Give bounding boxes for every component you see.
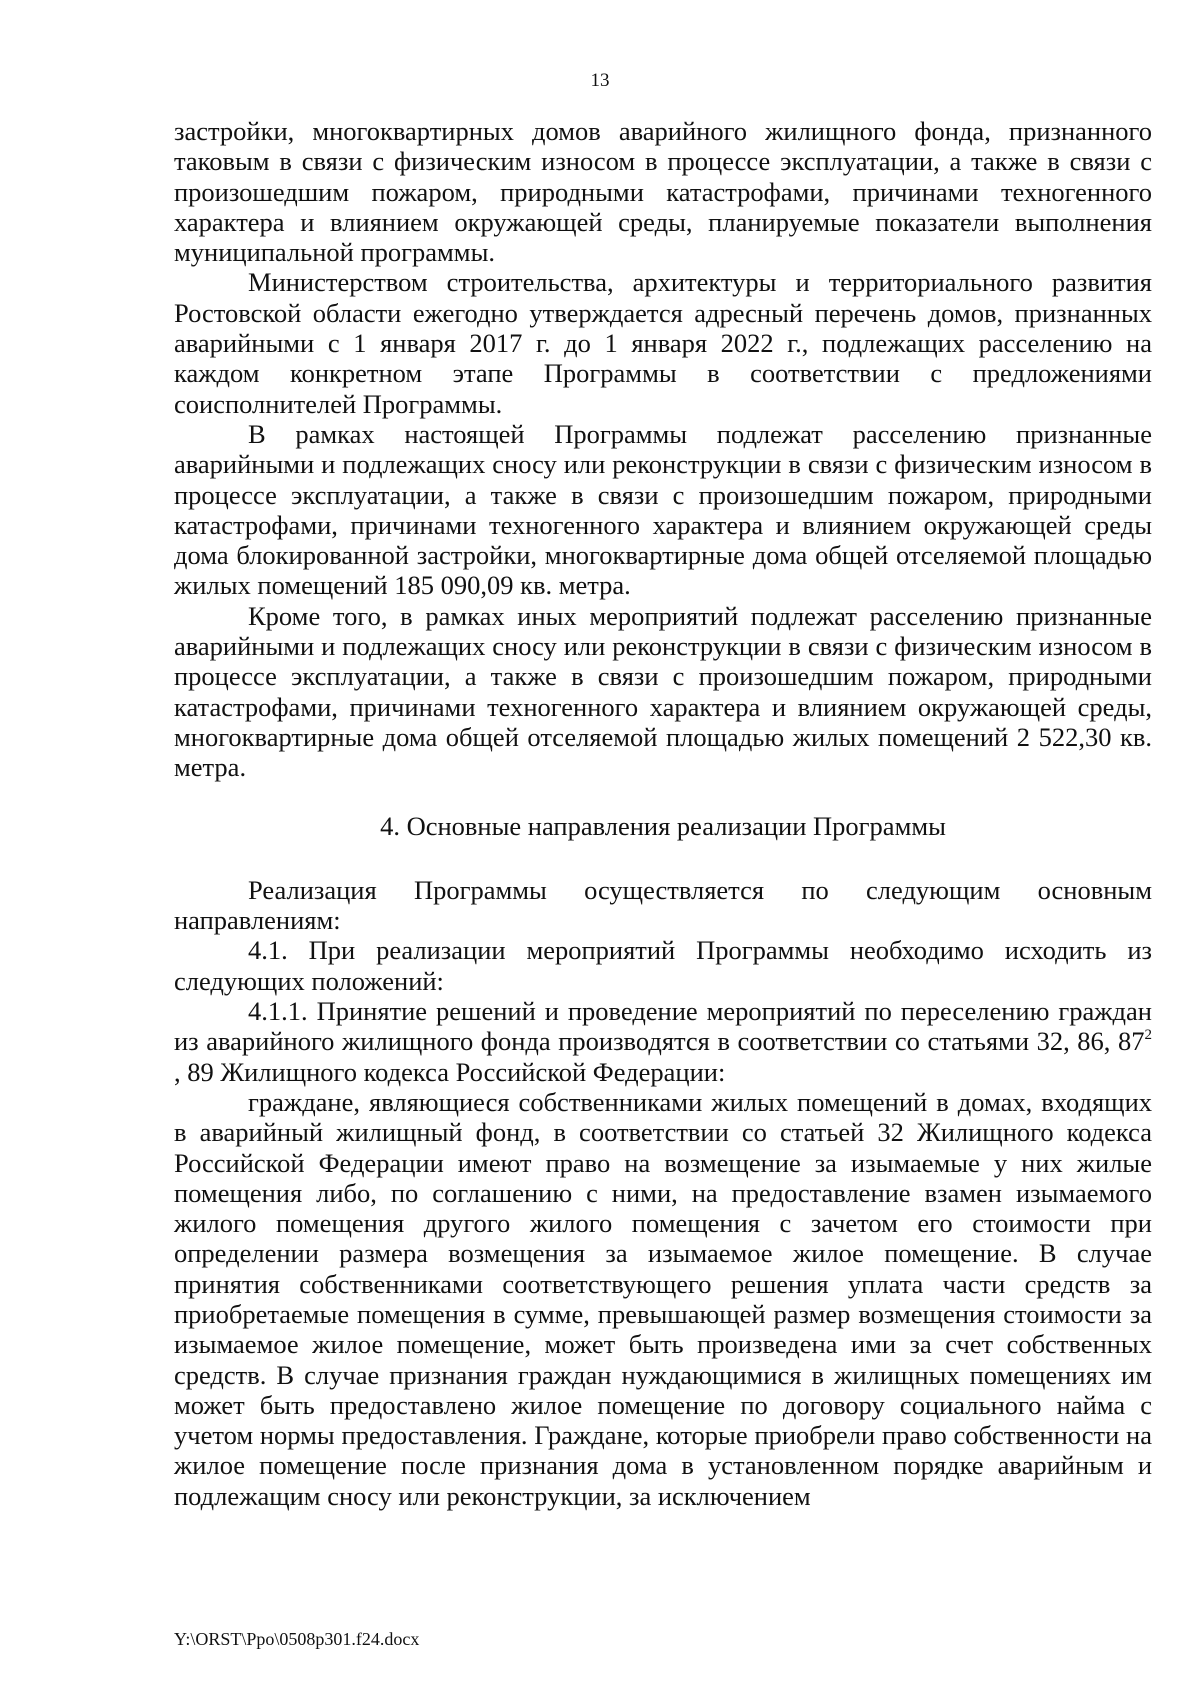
document-body	[174, 116, 1152, 1511]
paragraph-4-1-1-text: 4.1.1. Принятие решений и проведение мероприятий по переселению граждан из аварийного жилищного фонда производятся в соответствии со статьями 32, 86, 87	[174, 996, 1152, 1057]
section-heading: 4. Основные направления реализации Программы	[380, 810, 946, 841]
footer-file-path: Y:\ORST\Ppo\0508p301.f24.docx	[174, 1629, 420, 1649]
paragraph-other-measures: Кроме того, в рамках иных мероприятий подлежат расселению признанные аварийными и подлежащих сносу или реконструкции в связи с физическим износом в процессе эксплуатации, а также в связи с произошедшим пожаром, природными катастрофами, причинами техногенного характера и влиянием окружающей среды, многоквартирные дома общей отселяемой площадью жилых помещений 2 522,30 кв. метра.	[174, 600, 1152, 783]
paragraph-4-1-1-tail: , 89 Жилищного кодекса Российской Федерации:	[174, 1056, 726, 1087]
paragraph-program-scope: В рамках настоящей Программы подлежат расселению признанные аварийными и подлежащих сносу или реконструкции в связи с физическим износом в процессе эксплуатации, а также в связи с произошедшим пожаром, природными катастрофами, причинами техногенного характера и влиянием окружающей среды дома блокированной застройки, многоквартирные дома общей отселяемой площадью жилых помещений 185 090,09 кв. метра.	[174, 418, 1152, 601]
superscript-2: 2	[1144, 1027, 1152, 1044]
paragraph-ministry: Министерством строительства, архитектуры и территориального развития Ростовской области ежегодно утверждается адресный перечень домов, признанных аварийными с 1 января 2017 г. до 1 января 2022 г., подлежащих расселению на каждом конкретном этапе Программы в соответствии с предложениями соисполнителей Программы.	[174, 267, 1152, 419]
paragraph-continuation: застройки, многоквартирных домов аварийного жилищного фонда, признанного таковым в связи с физическим износом в процессе эксплуатации, а также в связи с произошедшим пожаром, природными катастрофами, причинами техногенного характера и влиянием окружающей среды, планируемые показатели выполнения муниципальной программы.	[174, 116, 1152, 268]
paragraph-owners-rights: граждане, являющиеся собственниками жилых помещений в домах, входящих в аварийный жилищный фонд, в соответствии со статьей 32 Жилищного кодекса Российской Федерации имеют право на возмещение за изымаемые у них жилые помещения либо, по соглашению с ними, на предоставление взамен изымаемого жилого помещения другого жилого помещения с зачетом его стоимости при определении размера возмещения за изымаемое жилое помещение. В случае принятия собственниками соответствующего решения уплата части средств за приобретаемые помещения в сумме, превышающей размер возмещения стоимости за изымаемое жилое помещение, может быть произведена ими за счет собственных средств. В случае признания граждан нуждающимися в жилищных помещениях им может быть предоставлено жилое помещение по договору социального найма с учетом нормы предоставления. Граждане, которые приобрели право собственности на жилое помещение после признания дома в установленном порядке аварийным и подлежащим сносу или реконструкции, за исключением	[174, 1086, 1152, 1511]
paragraph-4-1: 4.1. При реализации мероприятий Программы необходимо исходить из следующих положений:	[174, 935, 1152, 996]
page-number: 13	[590, 70, 610, 91]
paragraph-4-1-1	[174, 996, 1152, 1087]
paragraph-directions: Реализация Программы осуществляется по следующим основным направлениям:	[174, 874, 1152, 936]
